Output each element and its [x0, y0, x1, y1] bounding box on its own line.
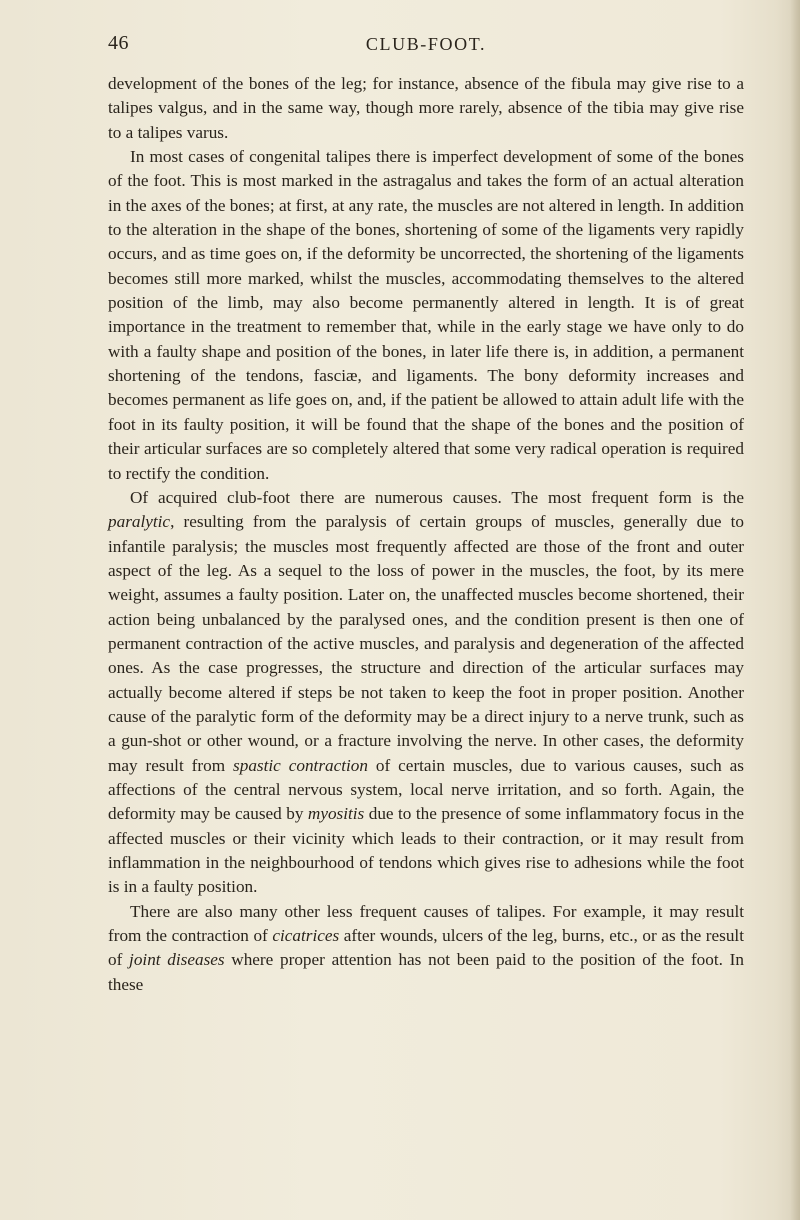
page-number: 46 — [108, 32, 129, 54]
paragraph-text: development of the bones of the leg; for instance, absence of the fibula may give rise to a talipes valgus, and in the same way, though more rarely, absence of the tibia may give rise to a talipes varus. — [108, 74, 744, 142]
body-text — [108, 72, 744, 997]
paragraph-text: where proper attention has not been paid to the position of the foot. In these — [108, 950, 744, 994]
paragraph-text: In most cases of congenital talipes there is imperfect development of some of the bones of the foot. This is most marked in the astragalus and takes the form of an actual alteration in the axes of the bones; at first, at any rate, the muscles are not altered in length. In addition to the alteration in the shape of the bones, shortening of some of the ligaments very rapidly occurs, and as time goes on, if the deformity be uncorrected, the shortening of the ligaments becomes still more marked, whilst the muscles, accommodating themselves to the altered position of the limb, may also become permanently altered in length. It is of great importance in the treatment to remember that, while in the early stage we have only to do with a faulty shape and position of the bones, in later life there is, in addition, a permanent shortening of the tendons, fasciæ, and ligaments. The bony deformity increases and becomes permanent as life goes on, and, if the patient be allowed to attain adult life with the foot in its faulty position, it will be found that the shape of the bones and the position of their articular surfaces are so completely altered that some very radical operation is required to rectify the condition. — [108, 147, 744, 483]
italic-term: spastic contraction — [233, 755, 368, 775]
paragraph-text: of certain muscles, due to various causes, such as affections of the central nervous system, local nerve irritation, and so forth. Again, the deformity may be caused by — [108, 755, 744, 824]
page-header — [108, 32, 744, 60]
page-edge-shadow — [790, 0, 800, 1220]
paragraph — [108, 72, 744, 145]
running-head: CLUB-FOOT. — [365, 34, 487, 54]
paragraph-text: Of acquired club-foot there are numerous causes. The most frequent form is the — [130, 487, 744, 507]
paragraph-text: due to the presence of some inflammatory focus in the affected muscles or their vicinity which leads to their contraction, or it may result from inflammation in the neighbourhood of tendons which gives rise to adhesions while the foot is in a faulty position. — [108, 804, 744, 897]
paragraph-text: after wounds, ulcers of the leg, burns, etc., or as the result of — [108, 926, 744, 970]
paragraph — [108, 145, 744, 486]
paragraph — [108, 900, 744, 997]
paragraph-text: There are also many other less frequent causes of talipes. For example, it may result from the contraction of — [108, 901, 744, 946]
paragraph-text: , resulting from the paralysis of certain groups of muscles, generally due to infantile paralysis; the muscles most frequently affected are those of the front and outer aspect of the leg. As a sequel to the loss of power in the muscles, the foot, by its mere weight, assumes a faulty position. Later on, the unaffected muscles become shortened, their action being unbalanced by the paralysed ones, and the condition present is then one of permanent contraction of the active muscles, and paralysis and degeneration of the affected ones. As the case progresses, the structure and direction of the articular surfaces may actually become altered if steps be not taken to keep the foot in proper position. Another cause of the paralytic form of the deformity may be a direct injury to a nerve trunk, such as a gun-shot or other wound, or a fracture involving the nerve. In other cases, the deformity may result from — [108, 512, 744, 775]
paragraph — [108, 486, 744, 900]
italic-term: cicatrices — [272, 926, 340, 946]
italic-term: paralytic — [108, 512, 171, 532]
italic-term: myositis — [307, 804, 365, 824]
italic-term: joint diseases — [129, 950, 225, 970]
